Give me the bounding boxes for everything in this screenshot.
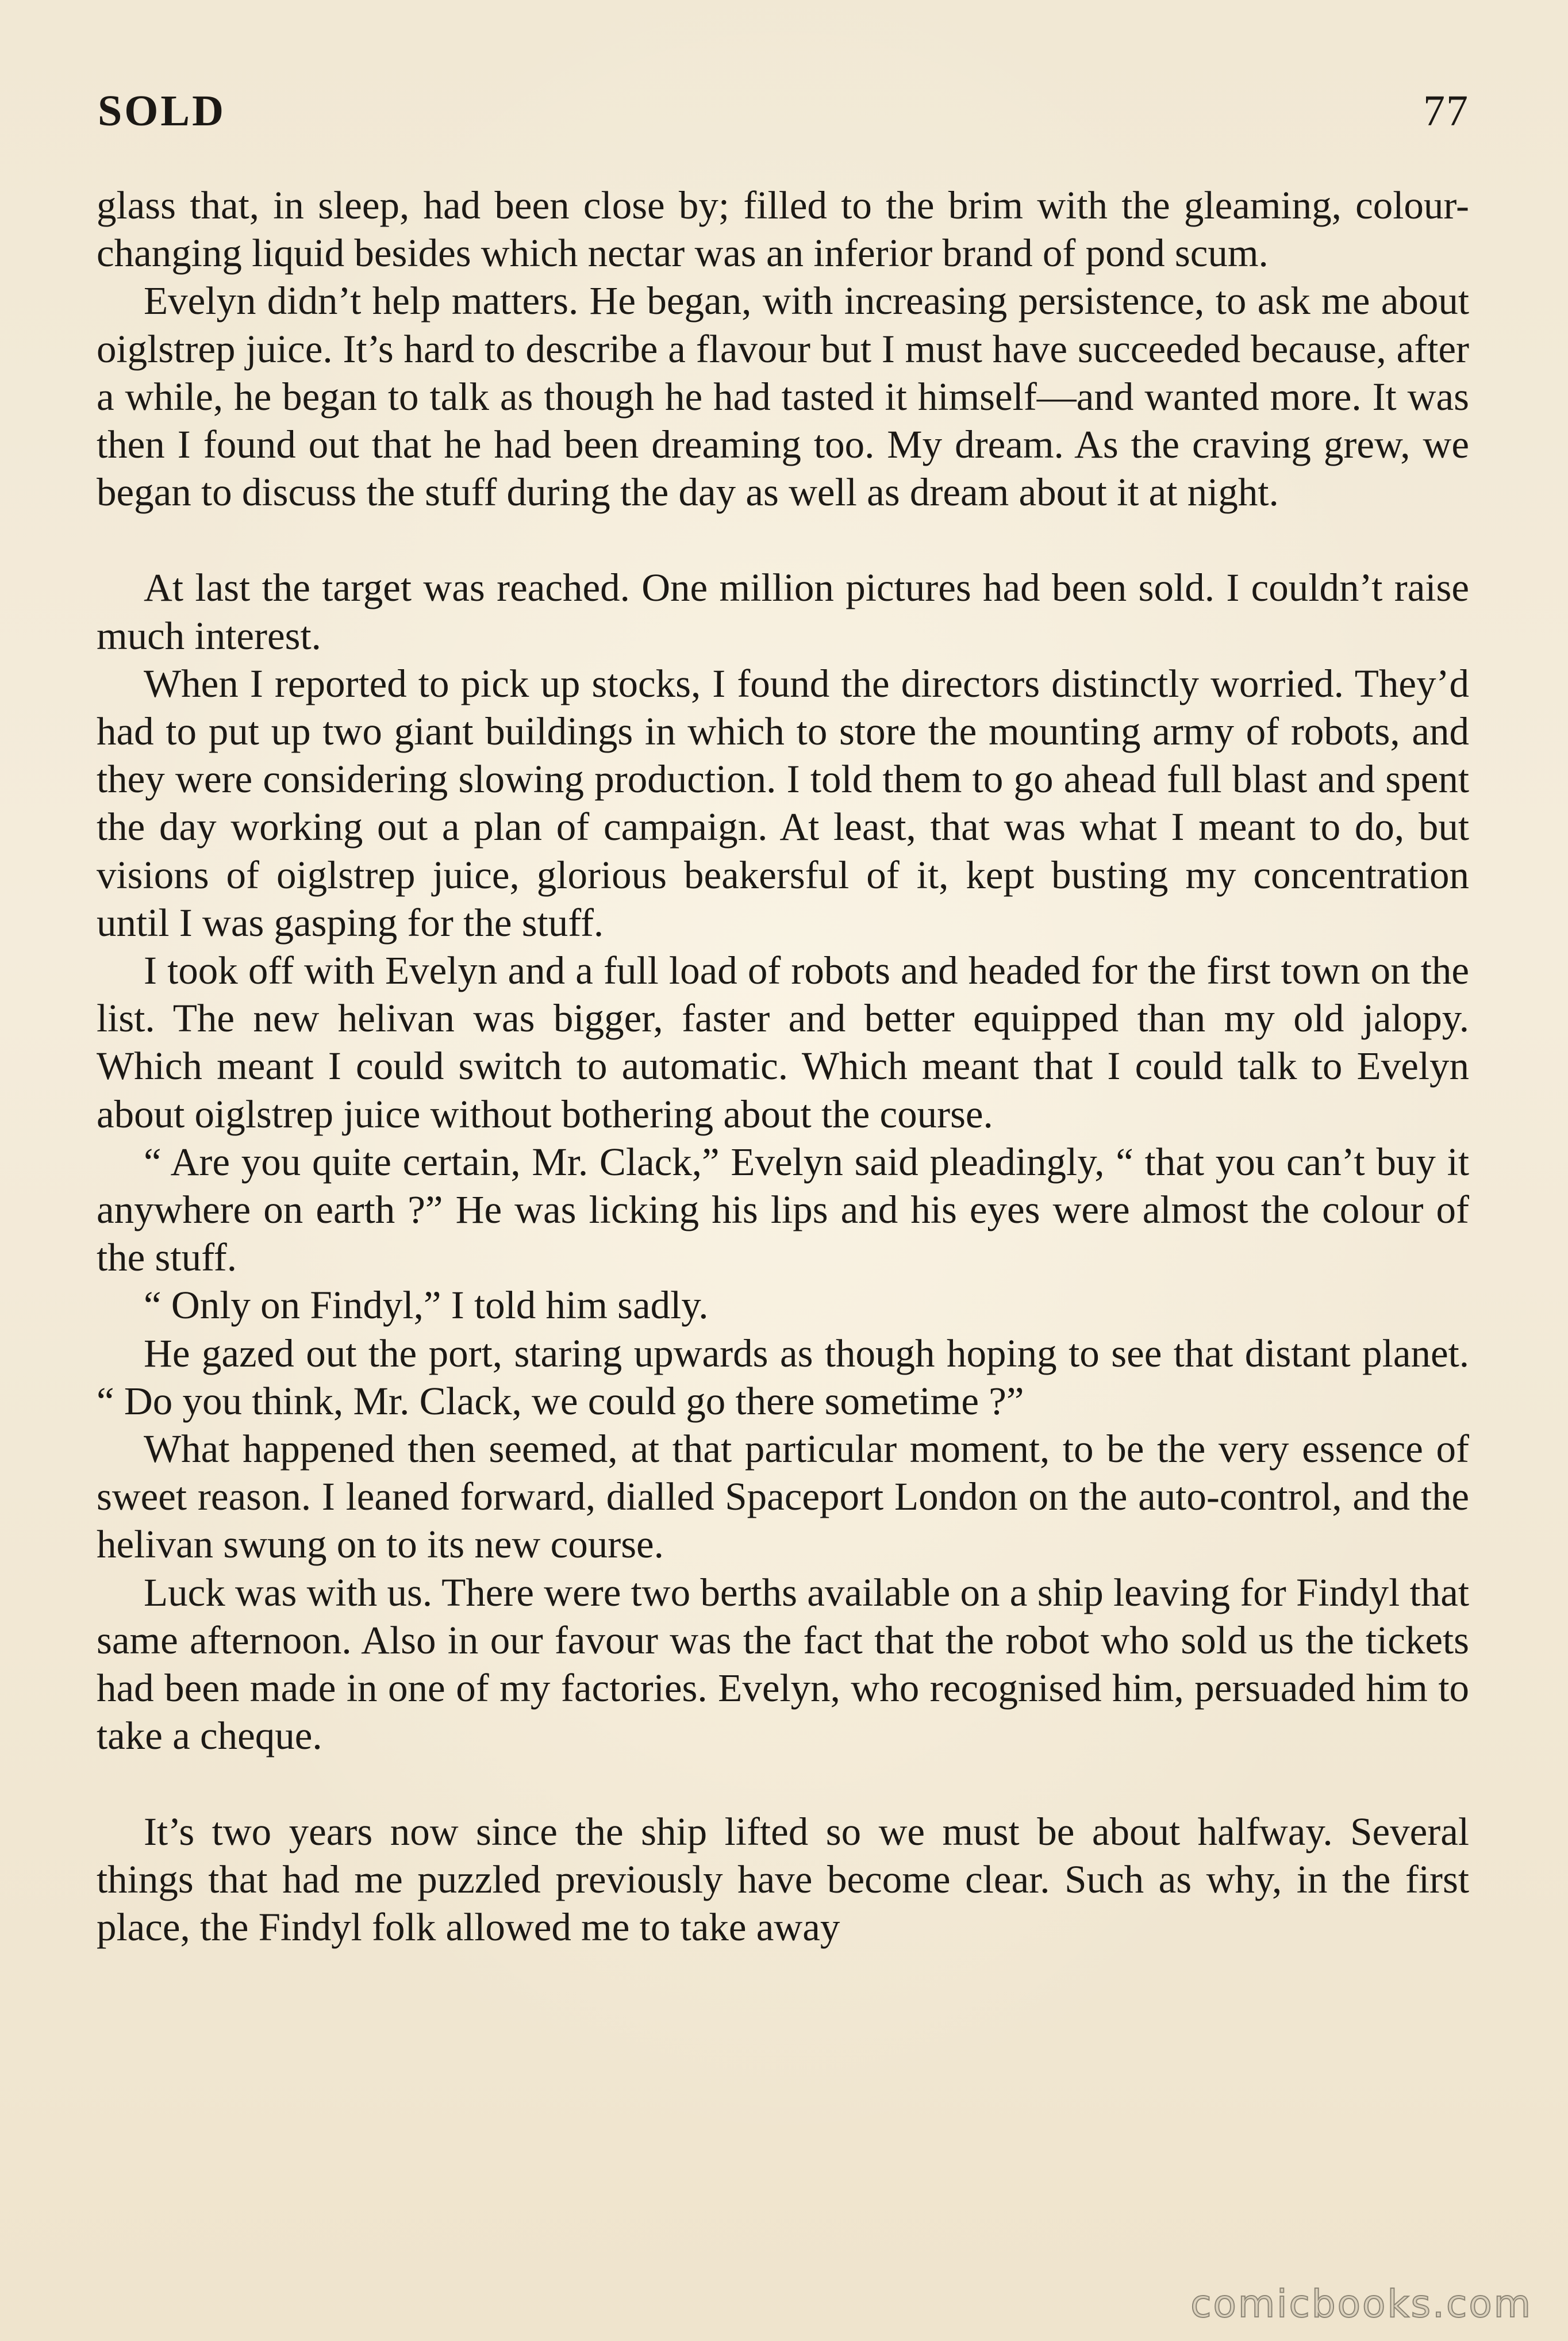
site-watermark: comicbooks.com (1190, 2282, 1532, 2326)
running-head: SOLD (98, 87, 226, 135)
page-header (98, 86, 1469, 144)
paragraph: He gazed out the port, staring upwards as though hoping to see that distant planet. “ Do you think, Mr. Clack, we could go there sometime ?” (97, 1331, 1469, 1423)
paragraph: glass that, in sleep, had been close by; filled to the brim with the gleaming, colour-changing liquid besides which nectar was an inferior brand of pond scum. (97, 183, 1469, 275)
paragraph: It’s two years now since the ship lifted so we must be about halfway. Several things that had me puzzled previously have become clear. Such as why, in the first place, the Findyl folk allowed me to take away (97, 1809, 1469, 1949)
page-number: 77 (1423, 87, 1469, 135)
paragraph: Luck was with us. There were two berths available on a ship leaving for Findyl that same afternoon. Also in our favour was the fact that the robot who sold us the tickets had been made in one of my factories. Evelyn, who recognised him, persuaded him to take a cheque. (97, 1570, 1469, 1758)
paragraph: What happened then seemed, at that particular moment, to be the very essence of sweet reason. I leaned forward, dialled Spaceport London on the auto-control, and the helivan swung on to its new course. (97, 1427, 1469, 1567)
paragraph: I took off with Evelyn and a full load of robots and headed for the first town on the list. The new helivan was bigger, faster and better equipped than my old jalopy. Which meant I could switch to automatic. Which meant that I could talk to Evelyn about oiglstrep juice without bothering about the course. (97, 949, 1469, 1136)
paragraph: “ Are you quite certain, Mr. Clack,” Evelyn said pleadingly, “ that you can’t buy it anywhere on earth ?” He was licking his lips and his eyes were almost the colour of the stuff. (97, 1139, 1469, 1280)
paragraph: At last the target was reached. One million pictures had been sold. I couldn’t raise much interest. (97, 566, 1469, 658)
body-text (97, 182, 1469, 1951)
paragraph: When I reported to pick up stocks, I found the directors distinctly worried. They’d had to put up two giant buildings in which to store the mounting army of robots, and they were considering slowing production. I told them to go ahead full blast and spent the day working out a plan of campaign. At least, that was what I meant to do, but visions of oiglstrep juice, glorious beakersful of it, kept busting my concentration until I was gasping for the stuff. (97, 661, 1469, 945)
paragraph: Evelyn didn’t help matters. He began, with increasing persistence, to ask me about oiglstrep juice. It’s hard to describe a flavour but I must have succeeded because, after a while, he began to talk as though he had tasted it himself—and wanted more. It was then I found out that he had been dreaming too. My dream. As the craving grew, we began to discuss the stuff during the day as well as dream about it at night. (97, 279, 1469, 515)
paragraph: “ Only on Findyl,” I told him sadly. (144, 1283, 709, 1327)
